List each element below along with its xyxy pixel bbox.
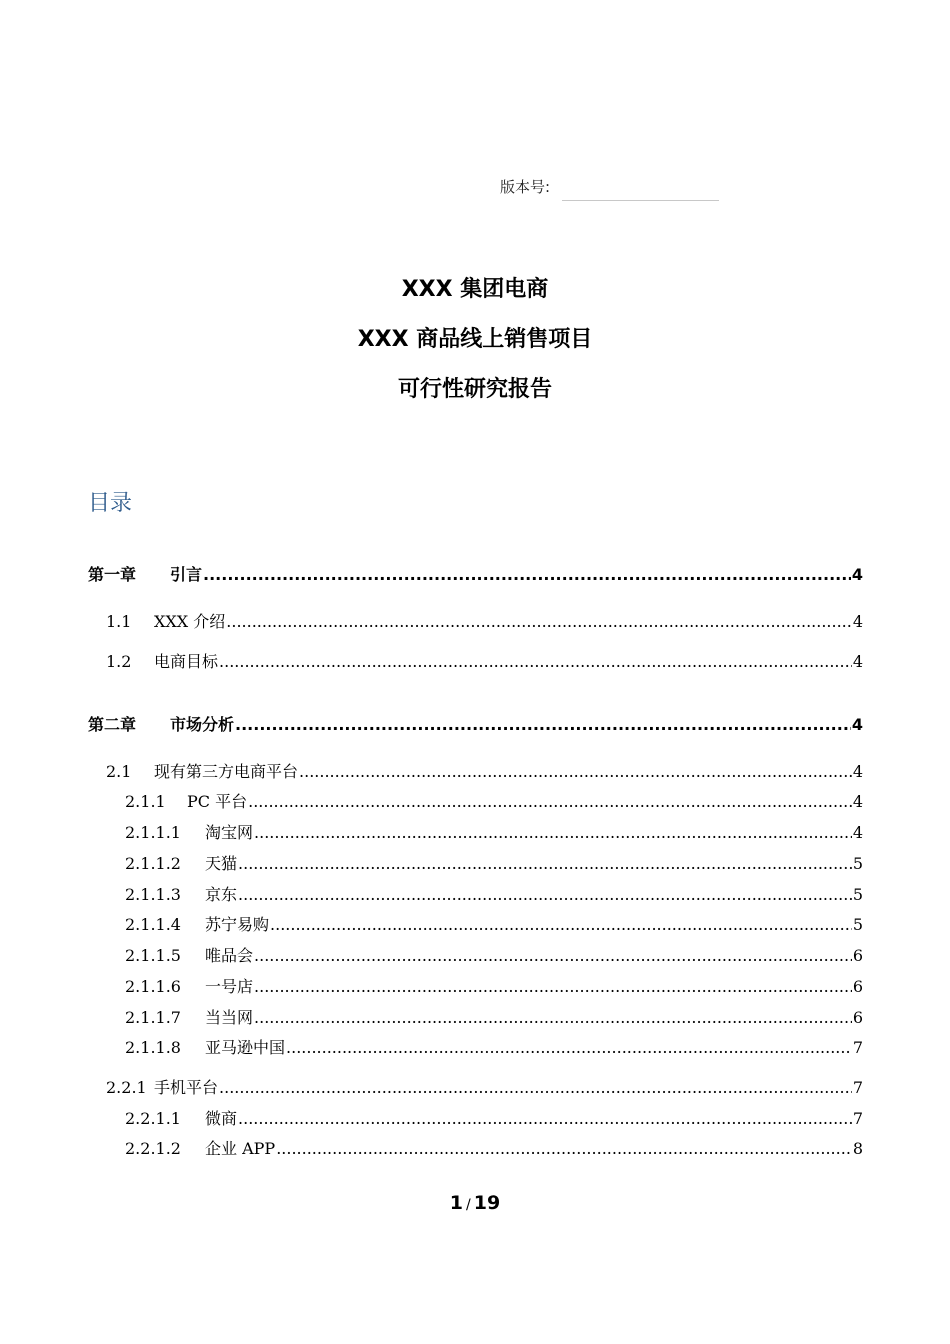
toc-entry[interactable] [88, 562, 863, 585]
toc-entry[interactable] [125, 974, 863, 997]
toc-entry-title: 亚马逊中国 [205, 1038, 286, 1057]
toc-entry-number: 1.2 [106, 652, 132, 671]
toc-entry-number: 2.1.1.4 [125, 915, 181, 934]
toc-entry[interactable] [125, 882, 863, 905]
toc-entry-page: 7 [852, 1078, 863, 1097]
toc-entry-number: 2.1.1.7 [125, 1008, 181, 1027]
toc-entry-number: 2.1.1.1 [125, 823, 181, 842]
toc-entry-page: 8 [852, 1139, 863, 1158]
toc-entry-number: 2.1.1.6 [125, 977, 181, 996]
toc-entry[interactable] [125, 912, 863, 935]
page-separator: / [466, 1197, 471, 1213]
toc-entry-number: 2.1 [106, 762, 132, 781]
page-indicator [0, 1192, 950, 1214]
toc-entry[interactable] [106, 759, 863, 782]
toc-entry-number: 2.1.1.2 [125, 854, 181, 873]
toc-entry-page: 7 [852, 1109, 863, 1128]
toc-leader-dots [248, 792, 852, 811]
toc-entry-page: 4 [852, 823, 863, 842]
title-line-1: XXX 集团电商 [401, 277, 549, 302]
toc-entry-page: 5 [852, 854, 863, 873]
toc-entry-number: 2.1.1 [125, 792, 166, 811]
toc-entry-number: 2.1.1.5 [125, 946, 181, 965]
toc-leader-dots [276, 1139, 852, 1158]
toc-entry[interactable] [88, 712, 863, 735]
toc-entry-title: 当当网 [205, 1008, 254, 1027]
toc-entry[interactable] [106, 649, 863, 672]
toc-entry-page: 4 [851, 715, 863, 734]
toc-entry-title: XXX 介绍 [154, 612, 226, 631]
total-pages: 19 [473, 1192, 501, 1214]
title-line-2: XXX 商品线上销售项目 [357, 327, 593, 352]
toc-entry-title: 市场分析 [170, 715, 235, 734]
toc-leader-dots [226, 612, 852, 631]
toc-entry-title: 一号店 [205, 977, 254, 996]
toc-leader-dots [219, 652, 852, 671]
toc-leader-dots [299, 762, 852, 781]
toc-entry[interactable] [125, 820, 863, 843]
toc-entry[interactable] [125, 1106, 863, 1129]
toc-entry-title: 电商目标 [154, 652, 219, 671]
toc-entry-title: 淘宝网 [205, 823, 254, 842]
toc-leader-dots [235, 715, 851, 734]
toc-entry-title: 引言 [170, 565, 203, 584]
toc-leader-dots [254, 977, 852, 996]
toc-entry-page: 5 [852, 915, 863, 934]
toc-entry-title: 苏宁易购 [205, 915, 270, 934]
toc-entry-title: 手机平台 [154, 1078, 219, 1097]
toc-entry-page: 6 [852, 977, 863, 996]
toc-entry-page: 7 [852, 1038, 863, 1057]
toc-entry-number: 第二章 [88, 715, 137, 734]
toc-leader-dots [203, 565, 851, 584]
toc-entry-number: 1.1 [106, 612, 132, 631]
toc-entry-number: 2.2.1 [106, 1078, 147, 1097]
toc-entry-page: 4 [852, 652, 863, 671]
toc-entry-number: 第一章 [88, 565, 137, 584]
toc-entry-page: 4 [851, 565, 863, 584]
toc-entry-page: 4 [852, 612, 863, 631]
toc-leader-dots [254, 946, 852, 965]
toc-leader-dots [270, 915, 852, 934]
toc-entry[interactable] [106, 609, 863, 632]
toc-entry-number: 2.1.1.3 [125, 885, 181, 904]
toc-entry-number: 2.2.1.1 [125, 1109, 181, 1128]
toc-entry-title: 现有第三方电商平台 [154, 762, 299, 781]
toc-entry[interactable] [125, 1005, 863, 1028]
toc-entry[interactable] [125, 1136, 863, 1159]
toc-entry-title: PC 平台 [187, 792, 248, 811]
toc-entry[interactable] [125, 943, 863, 966]
toc-leader-dots [238, 885, 852, 904]
toc-entry[interactable] [106, 1075, 863, 1098]
toc-leader-dots [254, 1008, 852, 1027]
version-input-line[interactable] [562, 200, 719, 201]
toc-leader-dots [286, 1038, 852, 1057]
toc-leader-dots [219, 1078, 852, 1097]
toc-entry-number: 2.2.1.2 [125, 1139, 181, 1158]
title-line-3: 可行性研究报告 [397, 377, 552, 402]
toc-entry-page: 6 [852, 1008, 863, 1027]
toc-leader-dots [238, 1109, 852, 1128]
version-label: 版本号: [500, 178, 551, 196]
toc-entry[interactable] [125, 1035, 863, 1058]
toc-entry-title: 唯品会 [205, 946, 254, 965]
toc-entry-title: 京东 [205, 885, 238, 904]
current-page: 1 [449, 1192, 464, 1214]
toc-leader-dots [254, 823, 852, 842]
toc-heading: 目录 [88, 491, 133, 516]
toc-entry-number: 2.1.1.8 [125, 1038, 181, 1057]
toc-leader-dots [238, 854, 852, 873]
toc-entry-page: 6 [852, 946, 863, 965]
toc-entry[interactable] [125, 789, 863, 812]
toc-entry-page: 5 [852, 885, 863, 904]
toc-entry-title: 天猫 [205, 854, 238, 873]
toc-entry[interactable] [125, 851, 863, 874]
toc-entry-title: 企业 APP [205, 1139, 276, 1158]
toc-entry-page: 4 [852, 762, 863, 781]
toc-entry-page: 4 [852, 792, 863, 811]
toc-entry-title: 微商 [205, 1109, 238, 1128]
